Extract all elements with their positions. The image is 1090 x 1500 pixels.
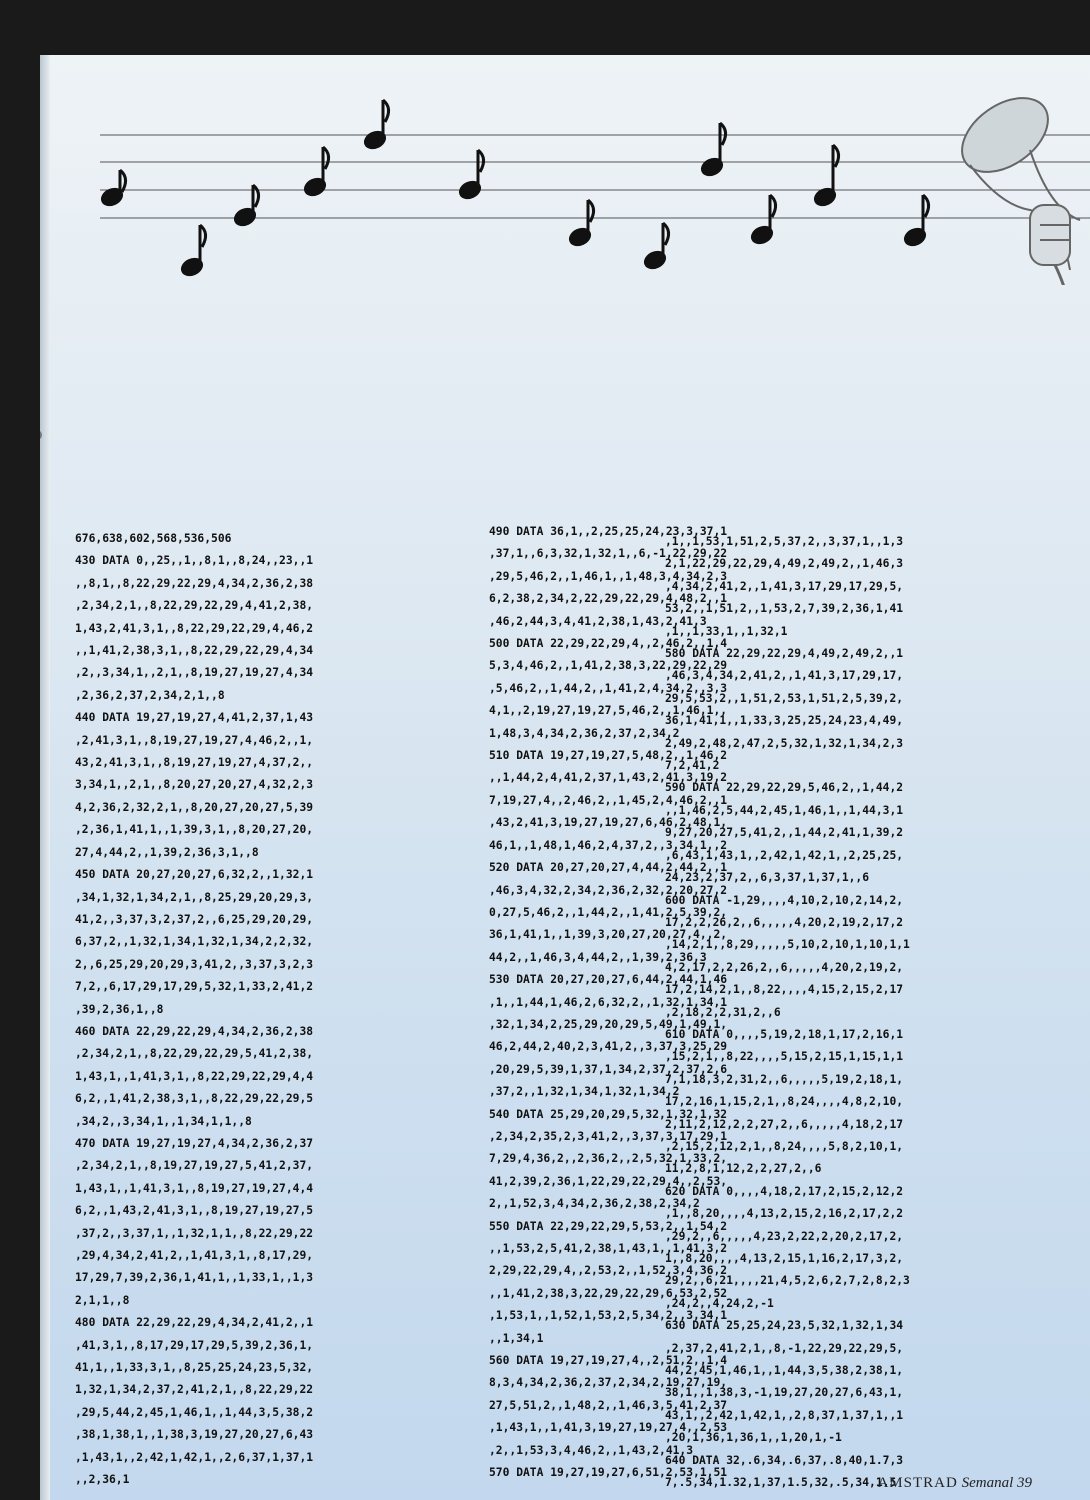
page-edge <box>40 55 50 1500</box>
listing-line: 41,2,39,2,36,1,22,29,22,29,4,,2,53, <box>489 1174 728 1188</box>
listing-line: 27,5,51,2,,1,48,2,,1,46,3,5,41,2,37 <box>489 1398 728 1412</box>
listing-line: 2,11,2,12,2,2,27,2,,6,,,,,4,18,2,17 <box>665 1117 904 1131</box>
listing-line: 600 DATA -1,29,,,,4,10,2,10,2,14,2, <box>665 893 904 907</box>
listing-line: 43,1,,2,42,1,42,1,,2,8,37,1,37,1,,1 <box>665 1408 904 1422</box>
listing-line: 450 DATA 20,27,20,27,6,32,2,,1,32,1 <box>75 868 314 882</box>
listing-column-3 <box>665 531 910 1494</box>
listing-line: 2,49,2,48,2,47,2,5,32,1,32,1,34,2,3 <box>665 736 904 750</box>
listing-line: 27,4,44,2,,1,39,2,36,3,1,,8 <box>75 845 259 859</box>
tuba-icon <box>948 83 1090 285</box>
listing-line: ,2,34,2,1,,8,22,29,22,29,5,41,2,38, <box>75 1047 314 1061</box>
listing-line: 2,1,22,29,22,29,4,49,2,49,2,,1,46,3 <box>665 557 904 571</box>
listing-line: 11,2,8,1,12,2,2,27,2,,6 <box>665 1162 822 1176</box>
listing-line: ,1,53,1,,1,52,1,53,2,5,34,2,,3,34,1 <box>489 1309 728 1323</box>
listing-line: ,,1,34,1 <box>489 1331 544 1345</box>
listing-line: 7,.5,34,1.32,1,37,1.5,32,.5,34,1.5 <box>665 1476 897 1490</box>
listing-line: 1,48,3,4,34,2,36,2,37,2,34,2 <box>489 726 680 740</box>
listing-line: ,34,1,32,1,34,2,1,,8,25,29,20,29,3, <box>75 890 314 904</box>
listing-line: ,24,2,,4,24,2,-1 <box>665 1296 774 1310</box>
listing-line: 1,32,1,34,2,37,2,41,2,1,,8,22,29,22 <box>75 1383 314 1397</box>
listing-line: ,1,,1,33,1,,1,32,1 <box>665 624 788 638</box>
listing-line: ,,1,44,2,4,41,2,37,1,43,2,41,3,19,2 <box>489 771 728 785</box>
listing-line: ,29,5,46,2,,1,46,1,,1,48,3,4,34,2,3 <box>489 569 728 583</box>
listing-line: 38,1,,1,38,3,-1,19,27,20,27,6,43,1, <box>665 1386 904 1400</box>
listing-line: 7,2,,6,17,29,17,29,5,32,1,33,2,41,2 <box>75 980 314 994</box>
listing-line: ,2,37,2,41,2,1,,8,-1,22,29,22,29,5, <box>665 1341 904 1355</box>
listing-line: 1,,8,20,,,,4,13,2,15,1,16,2,17,3,2, <box>665 1252 904 1265</box>
listing-line: 17,29,7,39,2,36,1,41,1,,1,33,1,,1,3 <box>75 1271 314 1285</box>
listing-line: 7,1,18,3,2,31,2,,6,,,,,5,19,2,18,1, <box>665 1072 904 1086</box>
listing-line: ,38,1,38,1,,1,38,3,19,27,20,27,6,43 <box>75 1428 314 1442</box>
music-notes <box>100 100 929 278</box>
listing-line: ,20,1,36,1,36,1,,1,20,1,-1 <box>665 1431 842 1445</box>
listing-line: 570 DATA 19,27,19,27,6,51,2,53,1,51 <box>489 1466 728 1480</box>
listing-line: ,,1,46,2,5,44,2,45,1,46,1,,1,44,3,1 <box>665 803 904 817</box>
listing-line: ,46,3,4,32,2,34,2,36,2,32,2,20,27,2 <box>489 883 728 897</box>
listing-line: 520 DATA 20,27,20,27,4,44,2,44,2,,1 <box>489 861 728 875</box>
listing-line: ,2,,1,53,3,4,46,2,,1,43,2,41,3 <box>489 1443 694 1457</box>
listing-line: 44,2,45,1,46,1,,1,44,3,5,38,2,38,1, <box>665 1364 904 1378</box>
listing-line: ,2,41,3,1,,8,19,27,19,27,4,46,2,,1, <box>75 733 314 747</box>
listing-line: 550 DATA 22,29,22,29,5,53,2,,1,54,2 <box>489 1219 728 1233</box>
listing-line: 1,43,1,,1,41,3,1,,8,22,29,22,29,4,4 <box>75 1069 314 1083</box>
listing-line: 500 DATA 22,29,22,29,4,,2,46,2,,1,4 <box>489 637 728 651</box>
listing-line: ,46,2,44,3,4,41,2,38,1,43,2,41,3 <box>489 614 707 628</box>
listing-line: 540 DATA 25,29,20,29,5,32,1,32,1,32 <box>489 1107 728 1121</box>
listing-line: ,2,34,2,1,,8,22,29,22,29,4,41,2,38, <box>75 599 314 613</box>
listing-line: 43,2,41,3,1,,8,19,27,19,27,4,37,2,, <box>75 756 314 770</box>
listing-line: ,,1,41,2,38,3,22,29,22,29,6,53,2,52 <box>489 1286 728 1300</box>
listing-line: 5,3,4,46,2,,1,41,2,38,3,22,29,22,29 <box>489 659 728 673</box>
listing-line: 29,5,53,2,,1,51,2,53,1,51,2,5,39,2, <box>665 691 904 705</box>
listing-line: ,29,4,34,2,41,2,,1,41,3,1,,8,17,29, <box>75 1249 314 1262</box>
listing-line: 560 DATA 19,27,19,27,4,,2,51,2,,1,4 <box>489 1354 728 1368</box>
listing-line: ,,2,36,1 <box>75 1473 130 1487</box>
listing-line: 620 DATA 0,,,,4,18,2,17,2,15,2,12,2 <box>665 1184 904 1198</box>
listing-line: 530 DATA 20,27,20,27,6,44,2,44,1,46 <box>489 973 728 987</box>
listing-line: ,37,1,,6,3,32,1,32,1,,6,-1,22,29,22 <box>489 547 728 561</box>
magazine-edition: Semanal <box>961 1475 1014 1491</box>
listing-line: ,2,34,2,1,,8,19,27,19,27,5,41,2,37, <box>75 1159 314 1173</box>
listing-line: ,29,2,,6,,,,,4,23,2,22,2,20,2,17,2, <box>665 1229 904 1243</box>
listing-line: ,37,2,,3,37,1,,1,32,1,1,,8,22,29,22 <box>75 1226 314 1240</box>
listing-line: 676,638,602,568,536,506 <box>75 532 232 545</box>
listing-line: 6,2,,1,43,2,41,3,1,,8,19,27,19,27,5 <box>75 1204 314 1218</box>
listing-line: 24,23,2,37,2,,6,3,37,1,37,1,,6 <box>665 871 870 885</box>
listing-line: ,2,18,2,2,31,2,,6 <box>665 1005 781 1019</box>
listing-line: 6,37,2,,1,32,1,34,1,32,1,34,2,2,32, <box>75 935 314 949</box>
listing-line: 2,,1,52,3,4,34,2,36,2,38,2,34,2 <box>489 1197 700 1211</box>
listing-line: 1,43,2,41,3,1,,8,22,29,22,29,4,46,2 <box>75 621 314 635</box>
listing-line: ,41,3,1,,8,17,29,17,29,5,39,2,36,1, <box>75 1338 314 1352</box>
listing-line: ,1,43,1,,1,41,3,19,27,19,27,4,,2,53 <box>489 1421 728 1435</box>
listing-line: ,1,,8,20,,,,4,13,2,15,2,16,2,17,2,2 <box>665 1207 904 1221</box>
listing-line: 2,,6,25,29,20,29,3,41,2,,3,37,3,2,3 <box>75 957 314 971</box>
music-staff-icon <box>100 55 1090 285</box>
listing-line: ,39,2,36,1,,8 <box>75 1002 164 1016</box>
listing-line: 36,1,41,1,,1,33,3,25,25,24,23,4,49, <box>665 714 904 728</box>
listing-line: 4,2,17,2,2,26,2,,6,,,,,4,20,2,19,2, <box>665 960 904 974</box>
listing-line: ,,1,53,2,5,41,2,38,1,43,1,,1,41,3,2 <box>489 1242 728 1255</box>
listing-line: 29,2,,6,21,,,,21,4,5,2,6,2,7,2,8,2,3 <box>665 1274 910 1288</box>
listing-line: ,,8,1,,8,22,29,22,29,4,34,2,36,2,38 <box>75 576 314 590</box>
listing-line: 580 DATA 22,29,22,29,4,49,2,49,2,,1 <box>665 647 904 661</box>
listing-line: 53,2,,1,51,2,,1,53,2,7,39,2,36,1,41 <box>665 602 904 616</box>
listing-line: ,,1,41,2,38,3,1,,8,22,29,22,29,4,34 <box>75 644 314 658</box>
listing-line: ,14,2,1,,8,29,,,,,5,10,2,10,1,10,1,1 <box>665 938 910 952</box>
listing-line: 44,2,,1,46,3,4,44,2,,1,39,2,36,3 <box>489 950 707 964</box>
listing-line: 4,2,36,2,32,2,1,,8,20,27,20,27,5,39 <box>75 800 314 814</box>
listing-line: 7,29,4,36,2,,2,36,2,,2,5,32,1,33,2, <box>489 1152 728 1166</box>
listing-column-1 <box>75 528 313 1491</box>
listing-line: 470 DATA 19,27,19,27,4,34,2,36,2,37 <box>75 1136 314 1150</box>
listing-line: 440 DATA 19,27,19,27,4,41,2,37,1,43 <box>75 711 314 725</box>
listing-line: ,6,43,1,43,1,,2,42,1,42,1,,2,25,25, <box>665 848 904 862</box>
listing-line: ,2,15,2,12,2,1,,8,24,,,,5,8,2,10,1, <box>665 1139 904 1153</box>
listing-line: ,2,36,1,41,1,,1,39,3,1,,8,20,27,20, <box>75 823 314 837</box>
listing-line: ,5,46,2,,1,44,2,,1,41,2,4,34,2,,3,3 <box>489 681 728 695</box>
page-number: 39 <box>1017 1475 1032 1491</box>
listing-line: ,34,2,,3,34,1,,1,34,1,1,,8 <box>75 1114 252 1128</box>
listing-line: 590 DATA 22,29,22,29,5,46,2,,1,44,2 <box>665 781 904 795</box>
listing-line: 41,1,,1,33,3,1,,8,25,25,24,23,5,32, <box>75 1361 314 1375</box>
listing-line: 46,2,44,2,40,2,3,41,2,,3,37,3,25,29 <box>489 1040 728 1054</box>
listing-line: 640 DATA 32,.6,34,.6,37,.8,40,1.7,3 <box>665 1453 904 1467</box>
listing-line: 17,2,2,26,2,,6,,,,,4,20,2,19,2,17,2 <box>665 915 904 929</box>
listing-line: 630 DATA 25,25,24,23,5,32,1,32,1,34 <box>665 1319 904 1333</box>
listing-line: ,1,,1,53,1,51,2,5,37,2,,3,37,1,,1,3 <box>665 535 904 548</box>
listing-line: ,15,2,1,,8,22,,,,5,15,2,15,1,15,1,1 <box>665 1050 904 1064</box>
listing-line: ,1,,1,44,1,46,2,6,32,2,,1,32,1,34,1 <box>489 995 728 1009</box>
listing-line: 41,2,,3,37,3,2,37,2,,6,25,29,20,29, <box>75 912 314 926</box>
listing-line: 460 DATA 22,29,22,29,4,34,2,36,2,38 <box>75 1024 314 1038</box>
listing-line: 480 DATA 22,29,22,29,4,34,2,41,2,,1 <box>75 1316 314 1330</box>
listing-line: 17,2,16,1,15,2,1,,8,24,,,,4,8,2,10, <box>665 1095 904 1109</box>
listing-line: 9,27,20,27,5,41,2,,1,44,2,41,1,39,2 <box>665 826 904 840</box>
magazine-page <box>40 55 1090 1500</box>
listing-line: 0,27,5,46,2,,1,44,2,,1,41,2,5,39,2, <box>489 905 728 919</box>
listing-line: ,32,1,34,2,25,29,20,29,5,49,1,49,1, <box>489 1017 728 1031</box>
listing-line: 430 DATA 0,,25,,1,,8,1,,8,24,,23,,1 <box>75 554 314 568</box>
listing-line: 36,1,41,1,,1,39,3,20,27,20,27,4,,2, <box>489 928 728 942</box>
listing-line: ,2,34,2,35,2,3,41,2,,3,37,3,17,29,1 <box>489 1129 728 1143</box>
listing-line: 46,1,,1,48,1,46,2,4,37,2,,3,34,1,,2 <box>489 838 728 852</box>
listing-line: ,20,29,5,39,1,37,1,34,2,37,2,37,2,6 <box>489 1062 728 1076</box>
listing-line: 1,43,1,,1,41,3,1,,8,19,27,19,27,4,4 <box>75 1181 314 1195</box>
listing-line: 4,1,,2,19,27,19,27,5,46,2,,1,46,1,, <box>489 704 728 718</box>
listing-line: ,46,3,4,34,2,41,2,,1,41,3,17,29,17, <box>665 669 904 683</box>
listing-line: ,1,43,1,,2,42,1,42,1,,2,6,37,1,37,1 <box>75 1450 314 1464</box>
listing-line: 2,1,1,,8 <box>75 1293 130 1307</box>
listing-line: 17,2,14,2,1,,8,22,,,,4,15,2,15,2,17 <box>665 983 904 997</box>
listing-line: ,4,34,2,41,2,,1,41,3,17,29,17,29,5, <box>665 579 904 593</box>
page-footer <box>877 1475 1032 1492</box>
listing-line: 610 DATA 0,,,,5,19,2,18,1,17,2,16,1 <box>665 1027 904 1041</box>
listing-line: ,2,36,2,37,2,34,2,1,,8 <box>75 688 225 702</box>
listing-line: 2,29,22,29,4,,2,53,2,,1,52,3,4,36,2 <box>489 1264 728 1278</box>
listing-line: 7,2,41,2 <box>665 759 720 773</box>
listing-line: ,2,,3,34,1,,2,1,,8,19,27,19,27,4,34 <box>75 666 314 680</box>
magazine-name: AMSTRAD <box>877 1475 958 1491</box>
listing-line: 6,2,,1,41,2,38,3,1,,8,22,29,22,29,5 <box>75 1092 314 1106</box>
listing-line: 7,19,27,4,,2,46,2,,1,45,2,4,46,2,,1 <box>489 793 728 807</box>
listing-line: 510 DATA 19,27,19,27,5,48,2,,1,46,2 <box>489 749 728 763</box>
listing-line: ,37,2,,1,32,1,34,1,32,1,34,2 <box>489 1085 680 1099</box>
listing-line: ,29,5,44,2,45,1,46,1,,1,44,3,5,38,2 <box>75 1405 314 1419</box>
listing-line: 490 DATA 36,1,,2,25,25,24,23,3,37,1 <box>489 525 728 538</box>
listing-line: 6,2,38,2,34,2,22,29,22,29,4,48,2,,1 <box>489 592 728 606</box>
listing-line: 8,3,4,34,2,36,2,37,2,34,2,19,27,19, <box>489 1376 728 1390</box>
listing-line: 3,34,1,,2,1,,8,20,27,20,27,4,32,2,3 <box>75 778 314 792</box>
listing-line: ,43,2,41,3,19,27,19,27,6,46,2,48,1, <box>489 816 728 830</box>
